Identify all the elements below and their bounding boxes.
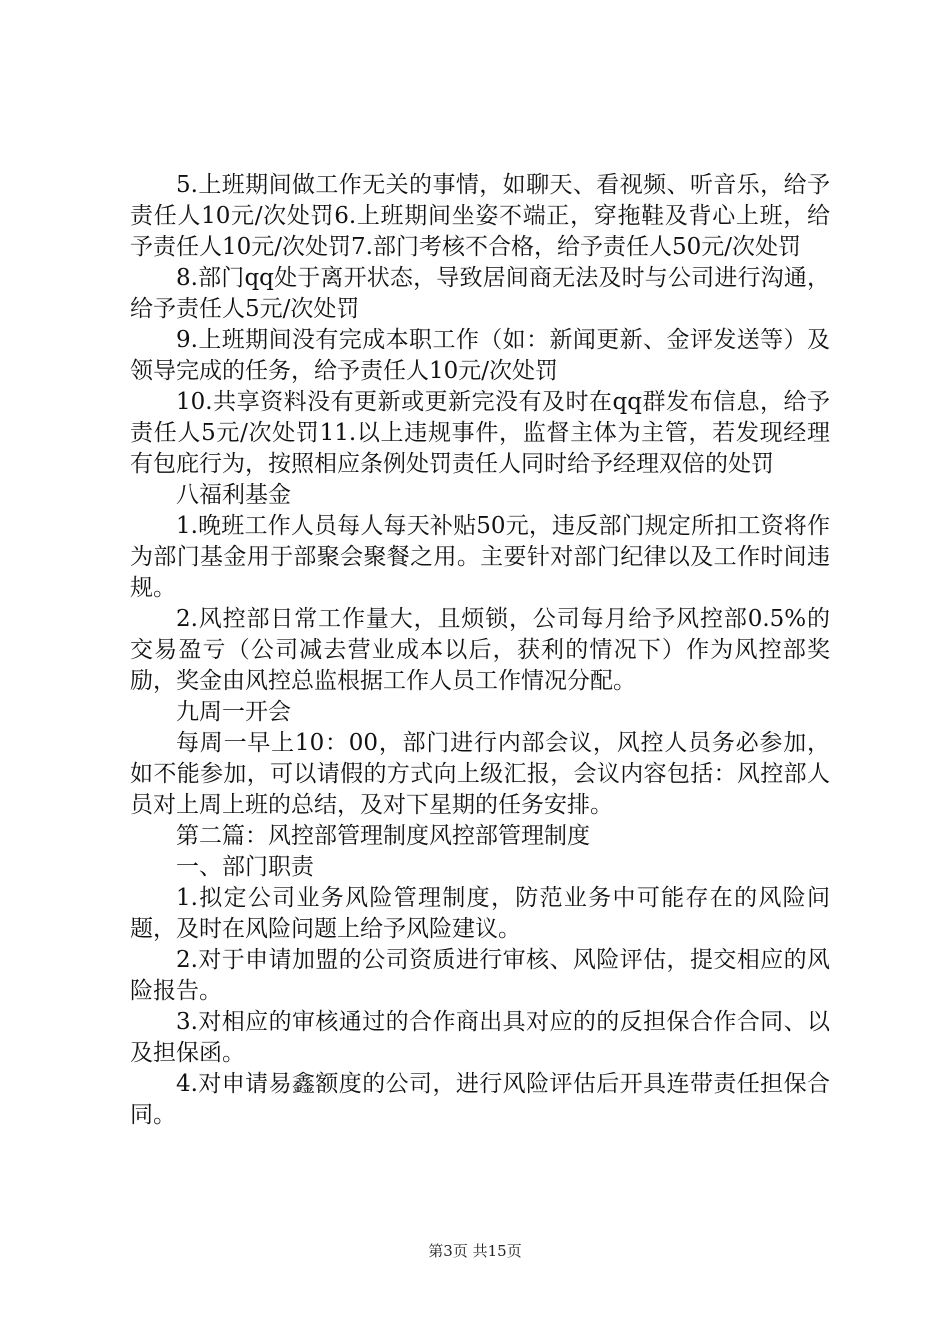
paragraph-penalty-9: 9.上班期间没有完成本职工作（如：新闻更新、金评发送等）及领导完成的任务，给予责任人10元/次处罚 — [130, 327, 830, 384]
paragraph-welfare-2: 2.风控部日常工作量大，且烦锁，公司每月给予风控部0.5%的交易盈亏（公司减去营业成本以后，获利的情况下）作为风控部奖励，奖金由风控总监根据工作人员工作情况分配。 — [130, 606, 830, 694]
section-heading-monday-meeting: 九周一开会 — [176, 699, 291, 725]
paragraph-duty-2: 2.对于申请加盟的公司资质进行审核、风险评估，提交相应的风险报告。 — [130, 947, 830, 1004]
chapter-heading-part-two: 第二篇：风控部管理制度风控部管理制度 — [176, 823, 590, 849]
document-body — [130, 170, 830, 1131]
paragraph-duty-3: 3.对相应的审核通过的合作商出具对应的的反担保合作合同、以及担保函。 — [130, 1009, 830, 1066]
paragraph-penalty-10-11: 10.共享资料没有更新或更新完没有及时在qq群发布信息，给予责任人5元/次处罚11.以上违规事件，监督主体为主管，若发现经理有包庇行为，按照相应条例处罚责任人同时给予经理双倍的处罚 — [130, 389, 830, 477]
page-number-footer: 第3页 共15页 — [428, 1242, 522, 1260]
paragraph-monday-meeting: 每周一早上10：00，部门进行内部会议，风控人员务必参加，如不能参加，可以请假的方式向上级汇报，会议内容包括：风控部人员对上周上班的总结，及对下星期的任务安排。 — [130, 730, 830, 818]
paragraph-penalty-5-7: 5.上班期间做工作无关的事情，如聊天、看视频、听音乐，给予责任人10元/次处罚6.上班期间坐姿不端正，穿拖鞋及背心上班，给予责任人10元/次处罚7.部门考核不合格，给予责任人50元/次处罚 — [130, 172, 830, 260]
section-heading-department-duties: 一、部门职责 — [176, 854, 314, 880]
section-heading-welfare-fund: 八福利基金 — [176, 482, 291, 508]
paragraph-welfare-1: 1.晚班工作人员每人每天补贴50元，违反部门规定所扣工资将作为部门基金用于部聚会聚餐之用。主要针对部门纪律以及工作时间违规。 — [130, 513, 830, 601]
paragraph-penalty-8: 8.部门qq处于离开状态，导致居间商无法及时与公司进行沟通，给予责任人5元/次处罚 — [130, 265, 830, 322]
paragraph-duty-4: 4.对申请易鑫额度的公司，进行风险评估后开具连带责任担保合同。 — [130, 1071, 830, 1128]
paragraph-duty-1: 1.拟定公司业务风险管理制度，防范业务中可能存在的风险问题，及时在风险问题上给予风险建议。 — [130, 885, 830, 942]
